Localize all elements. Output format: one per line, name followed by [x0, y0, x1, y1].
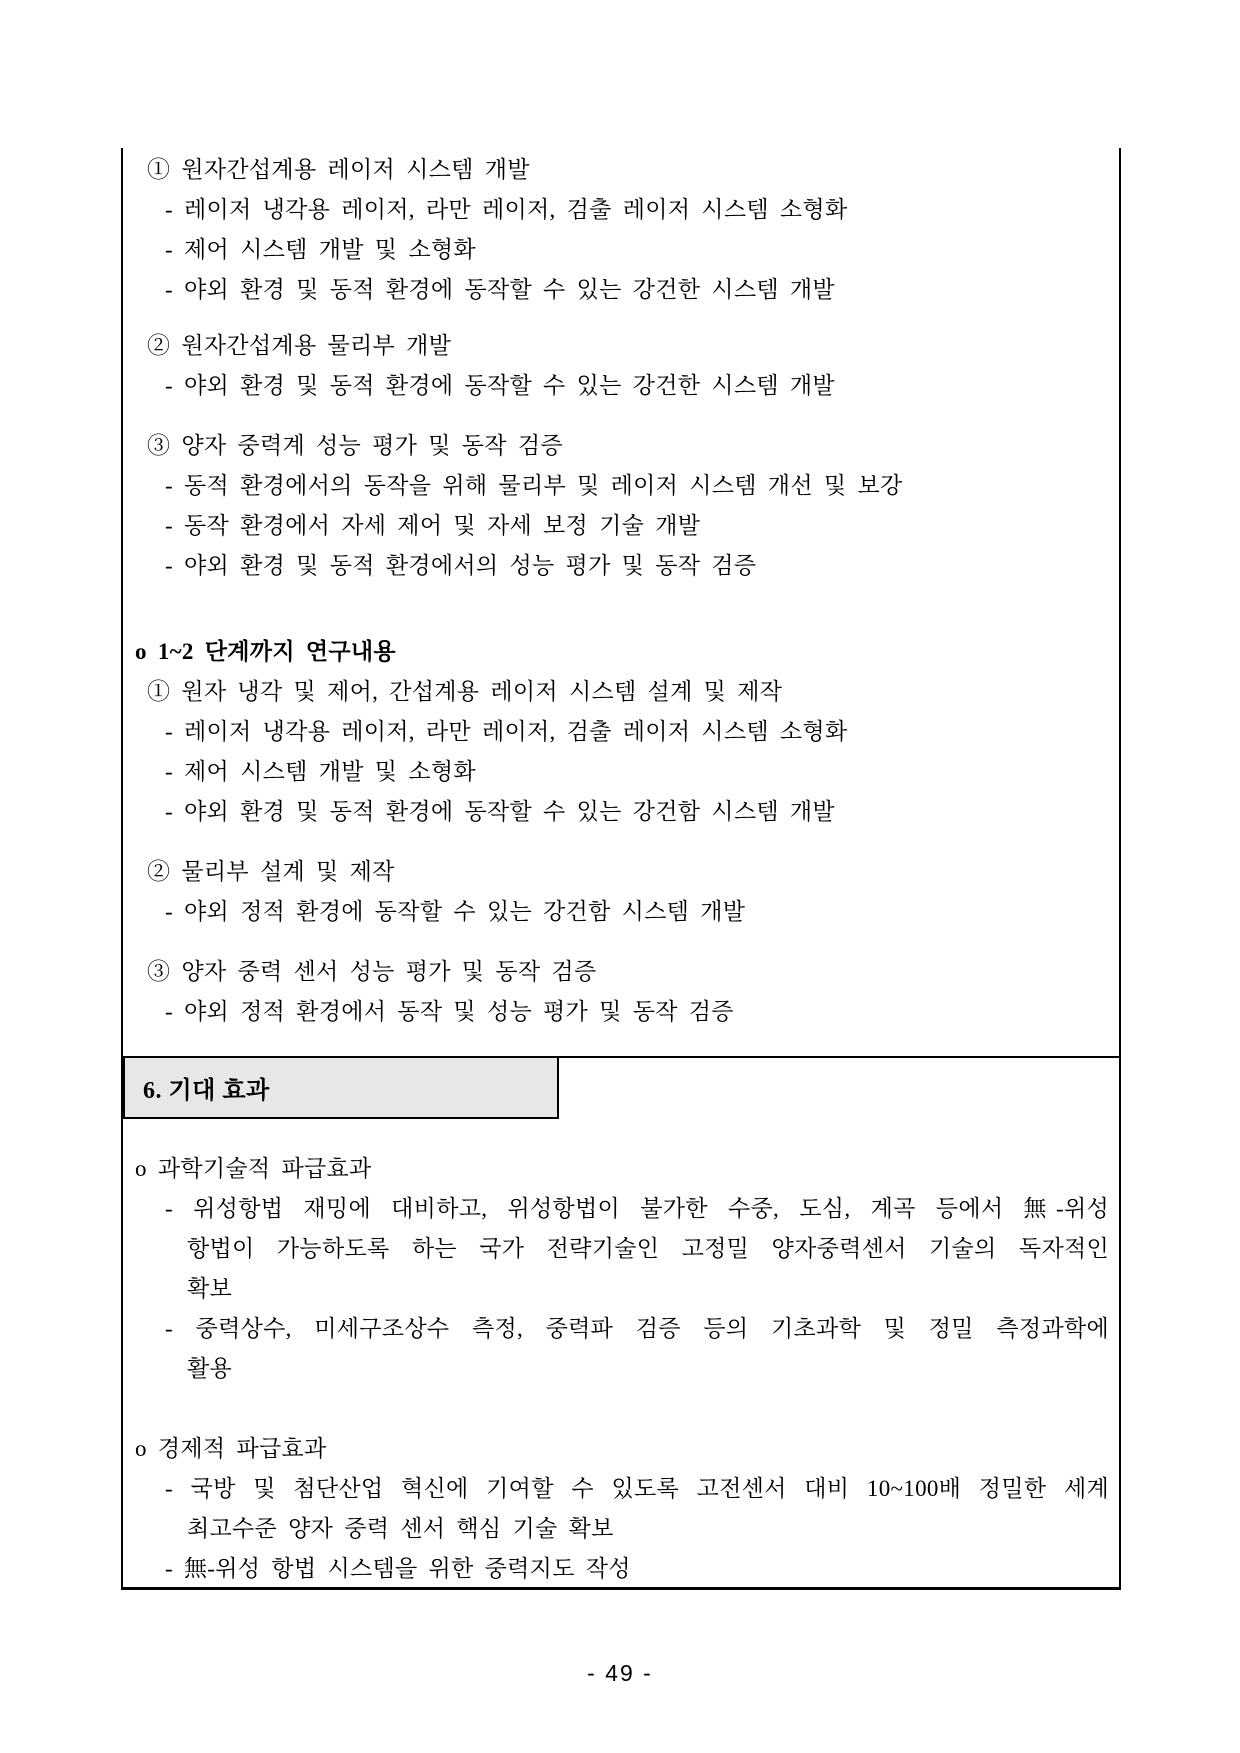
- research-line: - 레이저 냉각용 레이저, 라만 레이저, 검출 레이저 시스템 소형화: [165, 197, 848, 222]
- effect-line: - 無-위성 항법 시스템을 위한 중력지도 작성: [165, 1556, 631, 1581]
- page-number: - 49 -: [587, 1660, 653, 1686]
- research-content-section: [123, 150, 1119, 1032]
- research-line: - 야외 정적 환경에 동작할 수 있는 강건함 시스템 개발: [165, 899, 746, 924]
- effect-line: - 중력상수, 미세구조상수 측정, 중력파 검증 등의 기초과학 및 정밀 측정과학에: [165, 1316, 1109, 1341]
- effect-line: 활용: [187, 1356, 233, 1381]
- research-line: - 야외 정적 환경에서 동작 및 성능 평가 및 동작 검증: [165, 999, 734, 1024]
- research-subsection-title: o 1~2 단계까지 연구내용: [135, 639, 396, 664]
- research-line: ① 원자간섭계용 레이저 시스템 개발: [147, 157, 530, 182]
- research-line: ② 물리부 설계 및 제작: [147, 859, 395, 884]
- effect-line: 항법이 가능하도록 하는 국가 전략기술인 고정밀 양자중력센서 기술의 독자적인: [187, 1236, 1109, 1261]
- expected-effects-section: [123, 1121, 1119, 1589]
- content-table: [121, 148, 1121, 1590]
- research-line: - 야외 환경 및 동적 환경에서의 성능 평가 및 동작 검증: [165, 553, 757, 578]
- effect-line: o 경제적 파급효과: [135, 1436, 327, 1461]
- research-line: - 야외 환경 및 동적 환경에 동작할 수 있는 강건한 시스템 개발: [165, 373, 835, 398]
- research-line: - 동적 환경에서의 동작을 위해 물리부 및 레이저 시스템 개선 및 보강: [165, 473, 903, 498]
- section-header-expected-effects: [123, 1056, 559, 1119]
- effect-line: o 과학기술적 파급효과: [135, 1156, 372, 1181]
- research-line: ③ 양자 중력 센서 성능 평가 및 동작 검증: [147, 959, 597, 984]
- research-line: - 제어 시스템 개발 및 소형화: [165, 237, 476, 262]
- section-header-label: 6. 기대 효과: [143, 1078, 270, 1104]
- effect-line: 확보: [187, 1276, 233, 1301]
- effect-line: - 국방 및 첨단산업 혁신에 기여할 수 있도록 고전센서 대비 10~100배 정밀한 세계: [165, 1476, 1109, 1501]
- research-line: ① 원자 냉각 및 제어, 간섭계용 레이저 시스템 설계 및 제작: [147, 679, 783, 704]
- research-line: - 레이저 냉각용 레이저, 라만 레이저, 검출 레이저 시스템 소형화: [165, 719, 848, 744]
- research-line: - 야외 환경 및 동적 환경에 동작할 수 있는 강건함 시스템 개발: [165, 799, 835, 824]
- effect-line: 최고수준 양자 중력 센서 핵심 기술 확보: [187, 1516, 614, 1541]
- research-line: - 동작 환경에서 자세 제어 및 자세 보정 기술 개발: [165, 513, 701, 538]
- research-line: - 제어 시스템 개발 및 소형화: [165, 759, 476, 784]
- research-line: - 야외 환경 및 동적 환경에 동작할 수 있는 강건한 시스템 개발: [165, 277, 835, 302]
- effect-line: - 위성항법 재밍에 대비하고, 위성항법이 불가한 수중, 도심, 계곡 등에서 無-위성: [165, 1196, 1109, 1221]
- research-line: ② 원자간섭계용 물리부 개발: [147, 333, 452, 358]
- research-line: ③ 양자 중력계 성능 평가 및 동작 검증: [147, 433, 563, 458]
